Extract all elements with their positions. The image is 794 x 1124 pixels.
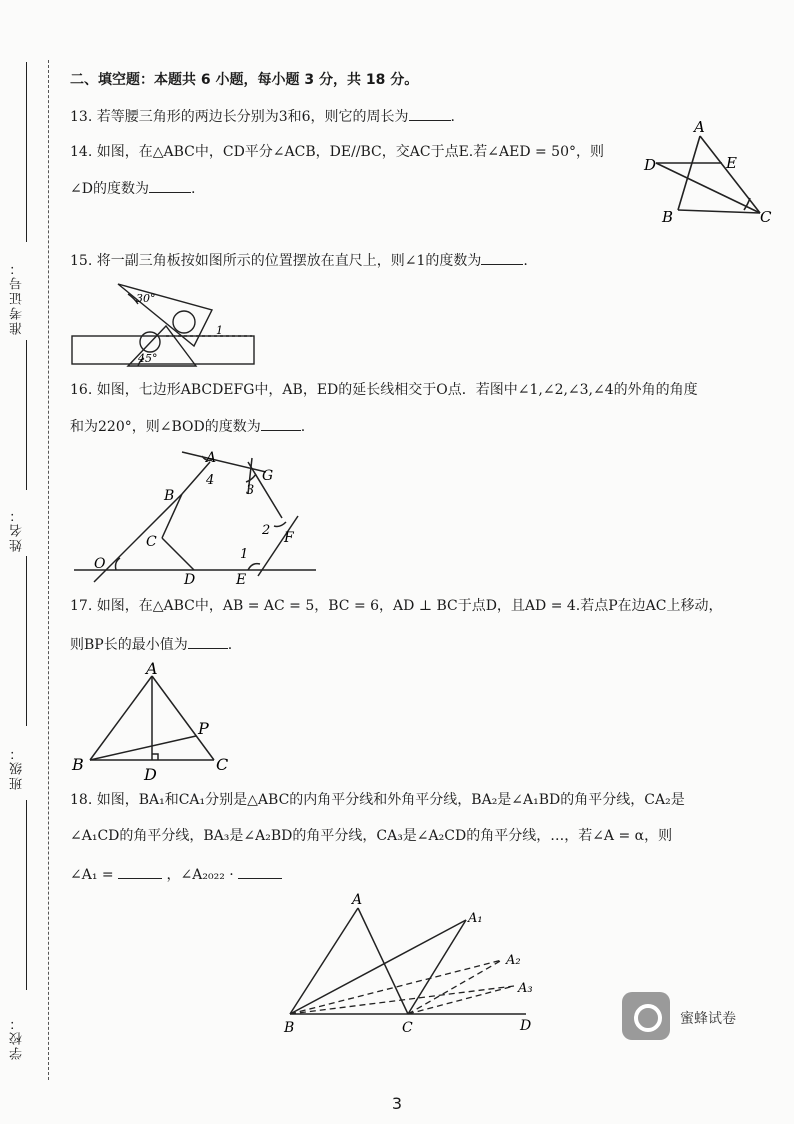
question-18-a2022-label: ，∠A₂₀₂₂ ·: [166, 867, 234, 883]
fig18-label-C: C: [402, 1020, 413, 1036]
fig14-label-C: C: [760, 208, 772, 226]
fig14-label-A: A: [694, 118, 705, 136]
answer-blank-13[interactable]: [409, 106, 451, 121]
fig16-label-A: A: [206, 450, 217, 466]
question-15-text: 15. 将一副三角板按如图所示的位置摆放在直尺上，则∠1的度数为: [70, 253, 482, 269]
fig16-label-D: D: [184, 572, 196, 588]
page-number: 3: [391, 1094, 403, 1113]
question-17-line2-text: 则BP长的最小值为: [70, 637, 188, 653]
fig18-label-A3: A₃: [518, 981, 533, 996]
question-17-line2: 则BP长的最小值为 .: [70, 634, 232, 655]
margin-line-exam-no: [26, 62, 27, 242]
question-16-line1: 16. 如图，七边形ABCDEFG中，AB，ED的延长线相交于O点．若图中∠1,∠2,∠3,∠4的外角的角度: [70, 382, 698, 398]
fig17-label-B: B: [72, 755, 84, 774]
fig17-label-A: A: [146, 659, 158, 678]
question-14-line2: ∠D的度数为 .: [70, 178, 195, 199]
fig18-label-D: D: [520, 1018, 532, 1034]
fig14-label-B: B: [662, 208, 674, 226]
figure-14: [640, 118, 780, 228]
fig17-label-C: C: [216, 755, 229, 774]
question-18-line2: ∠A₁CD的角平分线，BA₃是∠A₂BD的角平分线，CA₃是∠A₂CD的角平分线，…，若∠A = α，则: [70, 828, 673, 844]
question-17-line1: 17. 如图，在△ABC中，AB = AC = 5，BC = 6，AD ⊥ BC于点D，且AD = 4.若点P在边AC上移动，: [70, 598, 723, 614]
question-13: 13. 若等腰三角形的两边长分别为3和6，则它的周长为 .: [70, 106, 455, 127]
fig16-label-O: O: [94, 556, 106, 572]
margin-label-class: 班级：: [10, 745, 25, 790]
margin-label-school: 学校：: [10, 1015, 25, 1060]
question-18-line3: [70, 864, 282, 885]
question-13-text: 13. 若等腰三角形的两边长分别为3和6，则它的周长为: [70, 109, 409, 125]
question-18-a1-label: ∠A₁ =: [70, 867, 114, 883]
figure-15: [70, 280, 260, 370]
fig18-label-A1: A₁: [468, 911, 483, 926]
question-14-line2-text: ∠D的度数为: [70, 181, 149, 197]
fig18-label-A2: A₂: [506, 953, 521, 968]
answer-blank-18-a1[interactable]: [118, 864, 162, 879]
answer-blank-17[interactable]: [188, 634, 228, 649]
fig16-label-3: 3: [246, 483, 255, 498]
question-15: 15. 将一副三角板按如图所示的位置摆放在直尺上，则∠1的度数为 .: [70, 250, 528, 271]
fig17-label-P: P: [198, 719, 209, 738]
fig14-label-D: D: [644, 156, 657, 174]
watermark-text: 蜜蜂试卷: [680, 1011, 736, 1027]
fig17-label-D: D: [144, 765, 157, 784]
fig16-label-4: 4: [206, 473, 215, 488]
question-18-line1: 18. 如图，BA₁和CA₁分别是△ABC的内角平分线和外角平分线，BA₂是∠A₁BD的角平分线，CA₂是: [70, 792, 685, 808]
fig14-label-E: E: [726, 154, 737, 172]
answer-blank-14[interactable]: [149, 178, 191, 193]
figure-18: [280, 890, 550, 1040]
question-14-line1: 14. 如图，在△ABC中，CD平分∠ACB，DE//BC，交AC于点E.若∠AED = 50°，则: [70, 144, 604, 160]
fig16-label-G: G: [262, 468, 274, 484]
watermark-logo-icon: [622, 992, 670, 1040]
question-16-line2-text: 和为220°，则∠BOD的度数为: [70, 419, 261, 435]
margin-dashed-rule: [48, 60, 49, 1080]
margin-line-class: [26, 556, 27, 726]
fig15-label-30: 30°: [136, 292, 156, 305]
fig16-label-B: B: [164, 488, 175, 504]
margin-line-name: [26, 340, 27, 490]
fig18-label-B: B: [284, 1020, 295, 1036]
fig16-label-F: F: [284, 530, 294, 546]
figure-17: [70, 660, 240, 785]
section-title: 二、填空题：本题共 6 小题，每小题 3 分，共 18 分。: [70, 72, 419, 88]
fig15-label-1: 1: [216, 324, 223, 337]
answer-blank-16[interactable]: [261, 416, 301, 431]
fig16-label-2: 2: [262, 523, 271, 538]
question-16-line2: 和为220°，则∠BOD的度数为 .: [70, 416, 305, 437]
margin-label-exam-no: 准考证号：: [10, 260, 25, 335]
fig16-label-E: E: [236, 572, 247, 588]
fig18-label-A: A: [352, 892, 363, 908]
margin-label-name: 姓名：: [10, 507, 25, 552]
fig15-label-45: 45°: [138, 352, 158, 365]
answer-blank-15[interactable]: [481, 250, 523, 265]
answer-blank-18-a2022[interactable]: [238, 864, 282, 879]
fig16-label-1: 1: [240, 547, 249, 562]
margin-line-school: [26, 800, 27, 990]
figure-16: [70, 446, 320, 586]
fig16-label-C: C: [146, 534, 157, 550]
